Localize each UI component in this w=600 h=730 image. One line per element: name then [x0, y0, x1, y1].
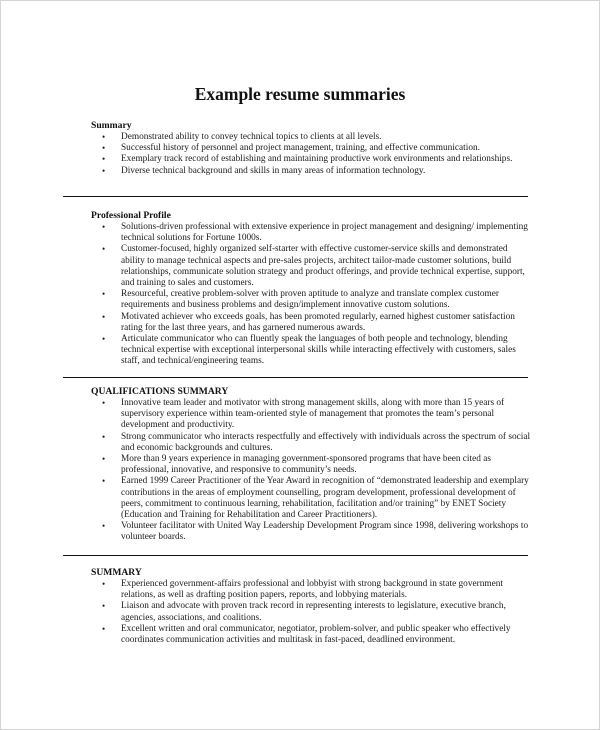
- list-item: • More than 9 years experience in managing government-sponsored programs that have been cited as professional, innovative, and responsive to community’s needs.: [102, 454, 491, 476]
- section-divider: [63, 555, 528, 556]
- bullet-icon: •: [102, 154, 106, 165]
- bullet-icon: •: [102, 623, 106, 634]
- section-professional-profile: [91, 210, 531, 368]
- bullet-list: [91, 579, 531, 646]
- bullet-list: [91, 222, 531, 368]
- list-item: • Solutions-driven professional with extensive experience in project management and designing/ implementing technical solutions for Fortune 1000s.: [102, 222, 528, 244]
- bullet-icon: •: [102, 334, 106, 345]
- section-heading: Professional Profile: [91, 210, 171, 221]
- list-item: • Earned 1999 Career Practitioner of the Year Award in recognition of “demonstrated leadership and exemplary contributions in the areas of employment counselling, program development, professional development of peers, commitment to continuous learning, rehabilitation, facilitation and/or training” by ENET Society (Education and Training for Rehabilitation and Career Practitioners).: [102, 476, 529, 521]
- bullet-icon: •: [102, 289, 106, 300]
- bullet-icon: •: [102, 476, 106, 487]
- bullet-icon: •: [102, 132, 106, 142]
- bullet-icon: •: [102, 454, 106, 465]
- section-divider: [63, 377, 528, 378]
- list-item: • Articulate communicator who can fluently speak the languages of both people and technology, blending technical expertise with exceptional interpersonal skills while interacting effectively with customers, sales staff, and technical/engineering teams.: [102, 334, 516, 367]
- list-item: • Excellent written and oral communicator, negotiator, problem-solver, and public speaker who effectively coordinates communication activities and multitask in fast-paced, deadlined environment.: [102, 623, 511, 646]
- section-heading: Summary: [91, 120, 132, 131]
- list-item: • Diverse technical background and skills in many areas of information technology.: [102, 165, 426, 176]
- section-qualifications-summary: [91, 386, 531, 544]
- list-item: • Innovative team leader and motivator with strong management skills, along with more than 15 years of supervisory experience within team-oriented style of management that promotes the team’s personal development and productivity.: [102, 398, 505, 431]
- bullet-icon: •: [102, 431, 106, 442]
- list-item: • Demonstrated ability to convey technical topics to clients at all levels.: [102, 132, 382, 142]
- list-item: • Volunteer facilitator with United Way Leadership Development Program since 1998, delivering workshops to volunteer boards.: [102, 521, 529, 543]
- section-summary-2: [91, 567, 531, 646]
- bullet-icon: •: [102, 222, 106, 232]
- list-item: • Strong communicator who interacts respectfully and effectively with individuals across the spectrum of social and economic backgrounds and cultures.: [102, 431, 531, 453]
- list-item: • Successful history of personnel and project management, training, and effective communication.: [102, 143, 480, 154]
- bullet-list: [91, 132, 531, 177]
- bullet-icon: •: [102, 398, 106, 408]
- bullet-icon: •: [102, 143, 106, 154]
- section-summary: [91, 120, 531, 177]
- list-item: • Experienced government-affairs professional and lobbyist with strong background in state government relations, as well as drafting position papers, reports, and lobbying materials.: [102, 579, 503, 601]
- bullet-icon: •: [102, 244, 106, 255]
- section-heading: QUALIFICATIONS SUMMARY: [91, 386, 229, 397]
- list-item: • Liaison and advocate with proven track record in representing interests to legislature, executive branch, agencies, associations, and coalitions.: [102, 601, 506, 623]
- list-item: • Resourceful, creative problem-solver with proven aptitude to analyze and translate complex customer requirements and business problems and design/implement innovative custom solutions.: [102, 289, 499, 311]
- bullet-icon: •: [102, 601, 106, 612]
- section-heading: SUMMARY: [91, 567, 142, 578]
- bullet-icon: •: [102, 311, 106, 322]
- bullet-list: [91, 398, 531, 544]
- bullet-icon: •: [102, 579, 106, 589]
- bullet-icon: •: [102, 165, 106, 176]
- list-item: • Motivated achiever who exceeds goals, has been promoted regularly, earned highest customer satisfaction rating for the last three years, and has garnered numerous awards.: [102, 311, 515, 333]
- section-divider: [63, 196, 528, 197]
- bullet-icon: •: [102, 521, 106, 532]
- list-item: • Exemplary track record of establishing and maintaining productive work environments and relationships.: [102, 154, 513, 165]
- document-title: Example resume summaries: [194, 84, 406, 104]
- list-item: • Customer-focused, highly organized self-starter with effective customer-service skills and demonstrated ability to manage technical aspects and pre-sales projects, architect tailor-made customer solutions, build relationships, communicate solution strategy and product offerings, and provide technical expertise, support, and training to sales and customers.: [102, 244, 525, 289]
